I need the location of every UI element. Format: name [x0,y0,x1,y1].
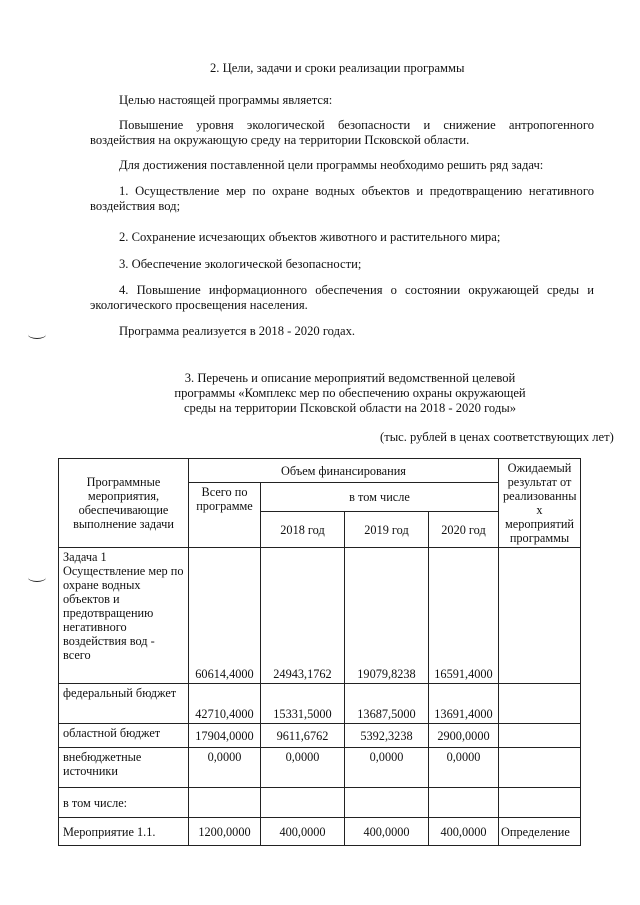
table-row [59,788,581,818]
row-total: 0,0000 [189,748,261,788]
row-name: Задача 1 Осуществление мер по охране водных объектов и предотвращению негативного воздействия вод - всего [59,548,189,684]
units-note: (тыс. рублей в ценах соответствующих лет) [380,430,614,444]
header-2018: 2018 год [261,512,345,548]
row-2018: 9611,6762 [261,724,345,748]
section-2-heading: 2. Цели, задачи и сроки реализации программы [210,61,465,75]
section-3-heading-line3: среды на территории Псковской области на 2018 - 2020 годы» [183,401,517,415]
header-2019: 2019 год [345,512,429,548]
row-2018: 24943,1762 [261,548,345,684]
header-expected-result: Ожидаемый результат от реализованны х мероприятий программы [499,459,581,548]
row-result [499,684,581,724]
row-total: 1200,0000 [189,818,261,846]
table-row [59,548,581,684]
program-period: Программа реализуется в 2018 - 2020 годах. [119,324,356,338]
header-including: в том числе [261,483,499,512]
section-3-heading-line2: программы «Комплекс мер по обеспечению охраны окружающей [174,386,526,400]
task-3: 3. Обеспечение экологической безопасности; [119,257,362,271]
row-result: Определение [499,818,581,846]
funding-table [58,458,581,846]
task-1-line1: 1. Осуществление мер по охране водных объектов и предотвращению негативного [119,184,594,198]
row-2020: 0,0000 [429,748,499,788]
row-2020: 16591,4000 [429,548,499,684]
row-2018: 400,0000 [261,818,345,846]
row-2019: 13687,5000 [345,684,429,724]
table-row [59,818,581,846]
table-row [59,684,581,724]
binding-hole-mark [28,330,46,339]
row-2019: 0,0000 [345,748,429,788]
row-total: 42710,4000 [189,684,261,724]
task-4-line2: экологического просвещения населения. [90,298,308,312]
row-name: Мероприятие 1.1. [59,818,189,846]
row-name: в том числе: [59,788,189,818]
task-2: 2. Сохранение исчезающих объектов животного и растительного мира; [119,230,501,244]
row-total: 17904,0000 [189,724,261,748]
header-funding: Объем финансирования [189,459,499,483]
row-2018 [261,788,345,818]
table-row [59,748,581,788]
row-total: 60614,4000 [189,548,261,684]
row-2020: 400,0000 [429,818,499,846]
section-3-heading-line1: 3. Перечень и описание мероприятий ведомственной целевой [184,371,516,385]
tasks-intro: Для достижения поставленной цели программы необходимо решить ряд задач: [119,158,544,172]
task-1-line2: воздействия вод; [90,199,181,213]
task-4-line1: 4. Повышение информационного обеспечения о состоянии окружающей среды и [119,283,594,297]
header-total: Всего по программе [189,483,261,548]
row-2019: 5392,3238 [345,724,429,748]
header-2020: 2020 год [429,512,499,548]
row-name: федеральный бюджет [59,684,189,724]
row-2019: 19079,8238 [345,548,429,684]
row-result [499,724,581,748]
row-2020 [429,788,499,818]
row-total [189,788,261,818]
row-name: областной бюджет [59,724,189,748]
goal-text-line1: Повышение уровня экологической безопасности и снижение антропогенного [119,118,594,132]
goal-intro: Целью настоящей программы является: [119,93,333,107]
row-2018: 15331,5000 [261,684,345,724]
binding-hole-mark [28,573,46,582]
table-row [59,724,581,748]
row-2020: 13691,4000 [429,684,499,724]
row-2018: 0,0000 [261,748,345,788]
row-result [499,548,581,684]
row-result [499,748,581,788]
header-activities: Программные мероприятия, обеспечивающие выполнение задачи [59,459,189,548]
row-2019: 400,0000 [345,818,429,846]
row-result [499,788,581,818]
row-2020: 2900,0000 [429,724,499,748]
goal-text-line2: воздействия на окружающую среду на территории Псковской области. [90,133,470,147]
row-2019 [345,788,429,818]
row-name: внебюджетные источники [59,748,189,788]
